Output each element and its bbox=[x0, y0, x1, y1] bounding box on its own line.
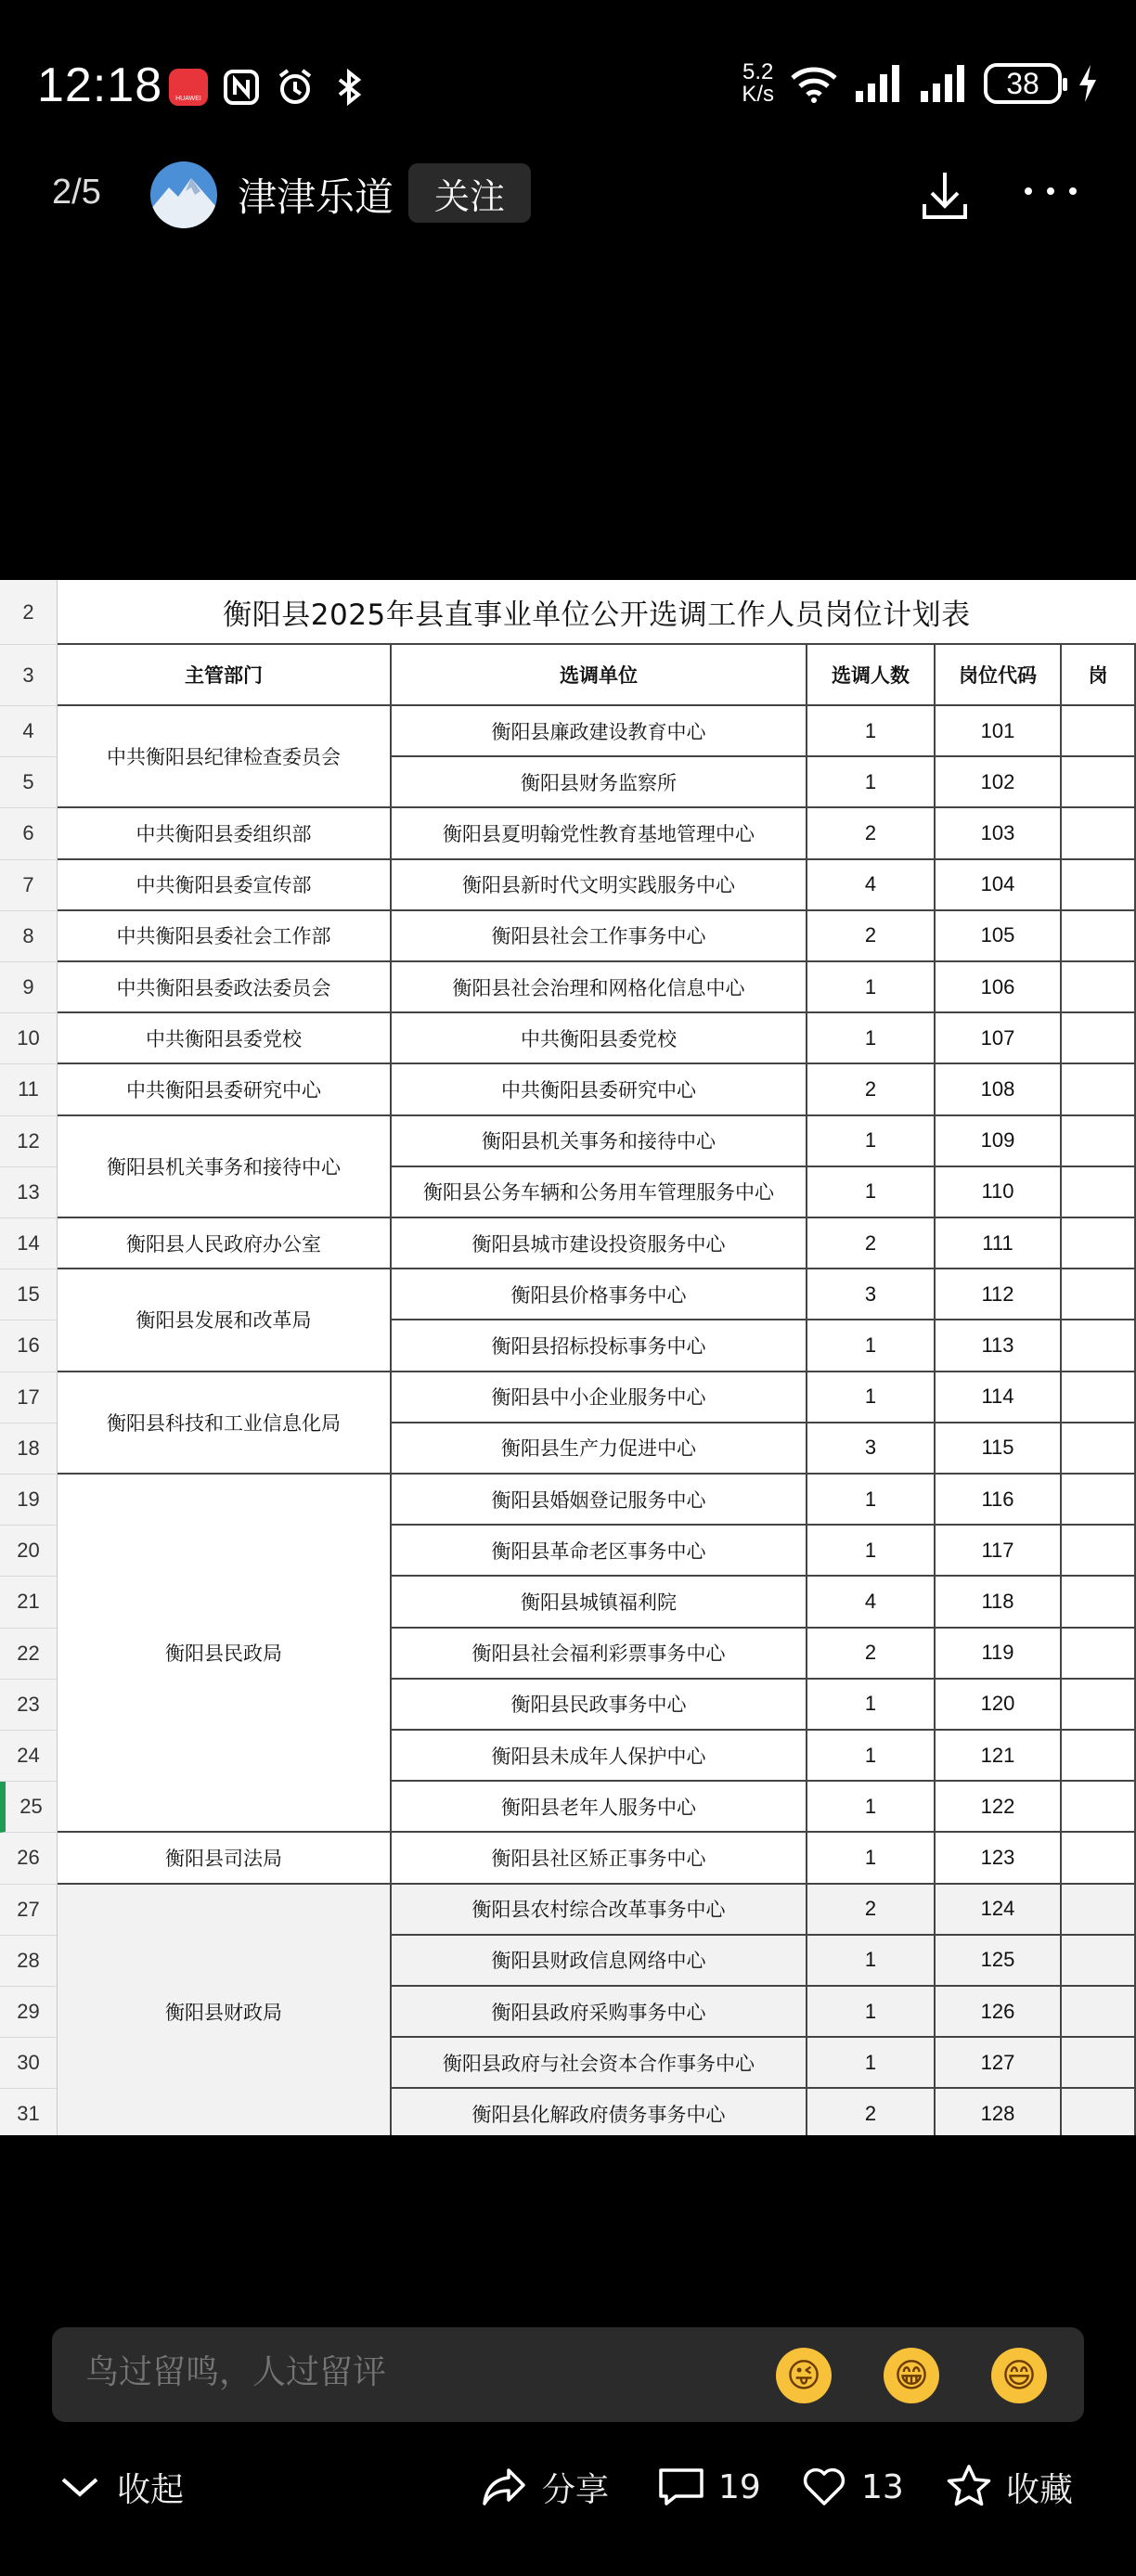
department-cell: 衡阳县科技和工业信息化局 bbox=[58, 1372, 392, 1475]
code-cell: 105 bbox=[936, 911, 1062, 962]
extra-cell bbox=[1062, 1064, 1136, 1115]
extra-cell bbox=[1062, 1475, 1136, 1526]
count-cell: 1 bbox=[807, 1680, 936, 1731]
count-cell: 4 bbox=[807, 1577, 936, 1628]
row-number: 8 bbox=[0, 911, 58, 962]
unit-cell: 衡阳县中小企业服务中心 bbox=[392, 1372, 807, 1423]
count-cell: 2 bbox=[807, 911, 936, 962]
code-cell: 127 bbox=[936, 2038, 1062, 2089]
unit-cell: 衡阳县价格事务中心 bbox=[392, 1269, 807, 1320]
department-cell: 衡阳县民政局 bbox=[58, 1475, 392, 1833]
bottom-action-bar bbox=[0, 2450, 1136, 2524]
share-icon bbox=[481, 2463, 529, 2511]
code-cell: 116 bbox=[936, 1475, 1062, 1526]
comment-icon bbox=[657, 2463, 705, 2511]
column-header-count: 选调人数 bbox=[807, 645, 936, 706]
department-cell: 衡阳县财政局 bbox=[58, 1885, 392, 2135]
extra-cell bbox=[1062, 962, 1136, 1013]
department-cell: 中共衡阳县委社会工作部 bbox=[58, 911, 392, 962]
count-cell: 1 bbox=[807, 962, 936, 1013]
row-number: 21 bbox=[0, 1577, 58, 1628]
star-icon bbox=[945, 2463, 993, 2511]
extra-cell bbox=[1062, 1320, 1136, 1372]
code-cell: 101 bbox=[936, 706, 1062, 757]
comment-input[interactable] bbox=[85, 2353, 735, 2391]
extra-cell bbox=[1062, 808, 1136, 859]
unit-cell: 衡阳县老年人服务中心 bbox=[392, 1782, 807, 1833]
favorite-button[interactable] bbox=[945, 2463, 1073, 2511]
row-number: 23 bbox=[0, 1680, 58, 1731]
grin-emoji-icon[interactable]: 😁 bbox=[884, 2348, 939, 2403]
extra-cell bbox=[1062, 1577, 1136, 1628]
wifi-icon bbox=[789, 63, 839, 104]
department-cell: 衡阳县人民政府办公室 bbox=[58, 1218, 392, 1269]
count-cell: 1 bbox=[807, 1013, 936, 1064]
code-cell: 125 bbox=[936, 1936, 1062, 1987]
image-pager: 2/5 bbox=[52, 173, 101, 212]
row-number: 12 bbox=[0, 1116, 58, 1167]
status-time: 12:18 bbox=[37, 58, 163, 112]
top-nav bbox=[0, 158, 1136, 232]
status-bar bbox=[0, 48, 1136, 122]
count-cell: 2 bbox=[807, 808, 936, 859]
unit-cell: 衡阳县城镇福利院 bbox=[392, 1577, 807, 1628]
department-cell: 中共衡阳县委宣传部 bbox=[58, 860, 392, 911]
count-cell: 1 bbox=[807, 1987, 936, 2038]
row-number: 17 bbox=[0, 1372, 58, 1423]
row-number: 29 bbox=[0, 1987, 58, 2038]
column-header-dept: 主管部门 bbox=[58, 645, 392, 706]
code-cell: 120 bbox=[936, 1680, 1062, 1731]
code-cell: 114 bbox=[936, 1372, 1062, 1423]
extra-cell bbox=[1062, 1987, 1136, 2038]
row-number: 14 bbox=[0, 1218, 58, 1269]
status-icons-left bbox=[169, 67, 369, 108]
count-cell: 1 bbox=[807, 1526, 936, 1577]
count-cell: 1 bbox=[807, 1833, 936, 1884]
code-cell: 106 bbox=[936, 962, 1062, 1013]
row-number: 5 bbox=[0, 757, 58, 808]
battery-indicator: 38 bbox=[984, 63, 1062, 104]
extra-cell bbox=[1062, 1629, 1136, 1680]
extra-cell bbox=[1062, 1885, 1136, 1936]
count-cell: 3 bbox=[807, 1423, 936, 1475]
row-number: 28 bbox=[0, 1936, 58, 1987]
code-cell: 128 bbox=[936, 2089, 1062, 2135]
share-button[interactable] bbox=[481, 2463, 609, 2511]
like-count: 13 bbox=[861, 2467, 904, 2506]
unit-cell: 衡阳县化解政府债务事务中心 bbox=[392, 2089, 807, 2135]
count-cell: 4 bbox=[807, 860, 936, 911]
extra-cell bbox=[1062, 1269, 1136, 1320]
code-cell: 104 bbox=[936, 860, 1062, 911]
department-cell: 中共衡阳县委研究中心 bbox=[58, 1064, 392, 1115]
row-number: 9 bbox=[0, 962, 58, 1013]
count-cell: 1 bbox=[807, 1936, 936, 1987]
count-cell: 1 bbox=[807, 1731, 936, 1782]
code-cell: 110 bbox=[936, 1167, 1062, 1218]
count-cell: 1 bbox=[807, 1167, 936, 1218]
charging-icon bbox=[1077, 63, 1099, 104]
row-number: 18 bbox=[0, 1423, 58, 1475]
extra-cell bbox=[1062, 1526, 1136, 1577]
collapse-label: 收起 bbox=[117, 2470, 185, 2509]
code-cell: 119 bbox=[936, 1629, 1062, 1680]
code-cell: 111 bbox=[936, 1218, 1062, 1269]
department-cell: 中共衡阳县委政法委员会 bbox=[58, 962, 392, 1013]
row-number: 7 bbox=[0, 860, 58, 911]
count-cell: 3 bbox=[807, 1269, 936, 1320]
unit-cell: 衡阳县社区矫正事务中心 bbox=[392, 1833, 807, 1884]
signal-icon-1 bbox=[854, 63, 904, 104]
nfc-icon bbox=[221, 67, 262, 108]
code-cell: 107 bbox=[936, 1013, 1062, 1064]
row-number: 2 bbox=[0, 580, 58, 645]
unit-cell: 中共衡阳县委党校 bbox=[392, 1013, 807, 1064]
unit-cell: 中共衡阳县委研究中心 bbox=[392, 1064, 807, 1115]
laugh-emoji-icon[interactable]: 😄 bbox=[991, 2348, 1047, 2403]
status-icons-right bbox=[742, 61, 1099, 106]
code-cell: 103 bbox=[936, 808, 1062, 859]
code-cell: 117 bbox=[936, 1526, 1062, 1577]
extra-cell bbox=[1062, 2038, 1136, 2089]
department-cell: 衡阳县司法局 bbox=[58, 1833, 392, 1884]
network-speed: 5.2 K/s bbox=[742, 59, 774, 107]
extra-cell bbox=[1062, 911, 1136, 962]
row-number: 3 bbox=[0, 645, 58, 706]
extra-cell bbox=[1062, 1218, 1136, 1269]
code-cell: 123 bbox=[936, 1833, 1062, 1884]
code-cell: 126 bbox=[936, 1987, 1062, 2038]
count-cell: 1 bbox=[807, 1116, 936, 1167]
unit-cell: 衡阳县政府与社会资本合作事务中心 bbox=[392, 2038, 807, 2089]
unit-cell: 衡阳县社会福利彩票事务中心 bbox=[392, 1629, 807, 1680]
count-cell: 2 bbox=[807, 1629, 936, 1680]
unit-cell: 衡阳县夏明翰党性教育基地管理中心 bbox=[392, 808, 807, 859]
row-number: 25 bbox=[0, 1782, 58, 1833]
count-cell: 2 bbox=[807, 1885, 936, 1936]
unit-cell: 衡阳县政府采购事务中心 bbox=[392, 1987, 807, 2038]
extra-cell bbox=[1062, 706, 1136, 757]
code-cell: 109 bbox=[936, 1116, 1062, 1167]
author-avatar[interactable] bbox=[150, 161, 217, 228]
unit-cell: 衡阳县生产力促进中心 bbox=[392, 1423, 807, 1475]
extra-cell bbox=[1062, 1782, 1136, 1833]
extra-cell bbox=[1062, 1423, 1136, 1475]
column-header-extra: 岗 bbox=[1062, 645, 1136, 706]
heart-icon bbox=[800, 2463, 848, 2511]
download-icon[interactable] bbox=[919, 167, 971, 223]
table-title: 衡阳县2025年县直事业单位公开选调工作人员岗位计划表 bbox=[58, 580, 1136, 645]
extra-cell bbox=[1062, 2089, 1136, 2135]
row-number: 6 bbox=[0, 808, 58, 859]
extra-cell bbox=[1062, 1372, 1136, 1423]
unit-cell: 衡阳县招标投标事务中心 bbox=[392, 1320, 807, 1372]
unit-cell: 衡阳县财政信息网络中心 bbox=[392, 1936, 807, 1987]
unit-cell: 衡阳县公务车辆和公务用车管理服务中心 bbox=[392, 1167, 807, 1218]
row-number: 13 bbox=[0, 1167, 58, 1218]
code-cell: 122 bbox=[936, 1782, 1062, 1833]
code-cell: 115 bbox=[936, 1423, 1062, 1475]
row-number: 19 bbox=[0, 1475, 58, 1526]
count-cell: 1 bbox=[807, 1475, 936, 1526]
unit-cell: 衡阳县城市建设投资服务中心 bbox=[392, 1218, 807, 1269]
unit-cell: 衡阳县农村综合改革事务中心 bbox=[392, 1885, 807, 1936]
count-cell: 1 bbox=[807, 2038, 936, 2089]
unit-cell: 衡阳县机关事务和接待中心 bbox=[392, 1116, 807, 1167]
count-cell: 1 bbox=[807, 1782, 936, 1833]
row-number: 27 bbox=[0, 1885, 58, 1936]
comment-count: 19 bbox=[718, 2467, 761, 2506]
code-cell: 124 bbox=[936, 1885, 1062, 1936]
count-cell: 1 bbox=[807, 706, 936, 757]
unit-cell: 衡阳县革命老区事务中心 bbox=[392, 1526, 807, 1577]
unit-cell: 衡阳县财务监察所 bbox=[392, 757, 807, 808]
chevron-down-icon bbox=[56, 2463, 104, 2511]
alarm-icon bbox=[275, 67, 316, 108]
row-number: 20 bbox=[0, 1526, 58, 1577]
signal-icon-2 bbox=[919, 63, 969, 104]
row-number: 11 bbox=[0, 1064, 58, 1115]
department-cell: 中共衡阳县纪律检查委员会 bbox=[58, 706, 392, 808]
department-cell: 衡阳县发展和改革局 bbox=[58, 1269, 392, 1372]
row-number: 30 bbox=[0, 2038, 58, 2089]
extra-cell bbox=[1062, 1936, 1136, 1987]
row-number: 26 bbox=[0, 1833, 58, 1884]
extra-cell bbox=[1062, 860, 1136, 911]
extra-cell bbox=[1062, 1833, 1136, 1884]
code-cell: 118 bbox=[936, 1577, 1062, 1628]
unit-cell: 衡阳县婚姻登记服务中心 bbox=[392, 1475, 807, 1526]
unit-cell: 衡阳县民政事务中心 bbox=[392, 1680, 807, 1731]
row-number: 10 bbox=[0, 1013, 58, 1064]
count-cell: 1 bbox=[807, 1320, 936, 1372]
unit-cell: 衡阳县社会工作事务中心 bbox=[392, 911, 807, 962]
extra-cell bbox=[1062, 757, 1136, 808]
code-cell: 121 bbox=[936, 1731, 1062, 1782]
spreadsheet-image[interactable] bbox=[0, 580, 1136, 2135]
unit-cell: 衡阳县未成年人保护中心 bbox=[392, 1731, 807, 1782]
count-cell: 1 bbox=[807, 1372, 936, 1423]
count-cell: 2 bbox=[807, 2089, 936, 2135]
row-number: 24 bbox=[0, 1731, 58, 1782]
unit-cell: 衡阳县廉政建设教育中心 bbox=[392, 706, 807, 757]
extra-cell bbox=[1062, 1116, 1136, 1167]
wink-emoji-icon[interactable]: 😜 bbox=[776, 2348, 832, 2403]
extra-cell bbox=[1062, 1167, 1136, 1218]
code-cell: 113 bbox=[936, 1320, 1062, 1372]
comment-bar[interactable] bbox=[52, 2327, 1084, 2422]
huawei-app-icon: HUAWEI bbox=[169, 69, 208, 106]
follow-button[interactable]: 关注 bbox=[408, 163, 531, 223]
unit-cell: 衡阳县新时代文明实践服务中心 bbox=[392, 860, 807, 911]
author-name[interactable]: 津津乐道 bbox=[238, 174, 394, 220]
row-number: 31 bbox=[0, 2089, 58, 2135]
unit-cell: 衡阳县社会治理和网格化信息中心 bbox=[392, 962, 807, 1013]
favorite-label: 收藏 bbox=[1006, 2470, 1074, 2509]
department-cell: 中共衡阳县委党校 bbox=[58, 1013, 392, 1064]
row-number: 4 bbox=[0, 706, 58, 757]
count-cell: 2 bbox=[807, 1064, 936, 1115]
extra-cell bbox=[1062, 1731, 1136, 1782]
extra-cell bbox=[1062, 1013, 1136, 1064]
like-button[interactable] bbox=[800, 2463, 904, 2511]
more-icon[interactable] bbox=[1021, 182, 1080, 200]
row-number: 16 bbox=[0, 1320, 58, 1372]
column-header-code: 岗位代码 bbox=[936, 645, 1062, 706]
bluetooth-icon bbox=[329, 67, 369, 108]
collapse-button[interactable] bbox=[56, 2463, 184, 2511]
row-number: 15 bbox=[0, 1269, 58, 1320]
share-label: 分享 bbox=[542, 2470, 610, 2509]
count-cell: 2 bbox=[807, 1218, 936, 1269]
department-cell: 中共衡阳县委组织部 bbox=[58, 808, 392, 859]
code-cell: 102 bbox=[936, 757, 1062, 808]
comment-button[interactable] bbox=[657, 2463, 761, 2511]
row-number: 22 bbox=[0, 1629, 58, 1680]
column-header-unit: 选调单位 bbox=[392, 645, 807, 706]
department-cell: 衡阳县机关事务和接待中心 bbox=[58, 1116, 392, 1218]
extra-cell bbox=[1062, 1680, 1136, 1731]
code-cell: 108 bbox=[936, 1064, 1062, 1115]
count-cell: 1 bbox=[807, 757, 936, 808]
code-cell: 112 bbox=[936, 1269, 1062, 1320]
